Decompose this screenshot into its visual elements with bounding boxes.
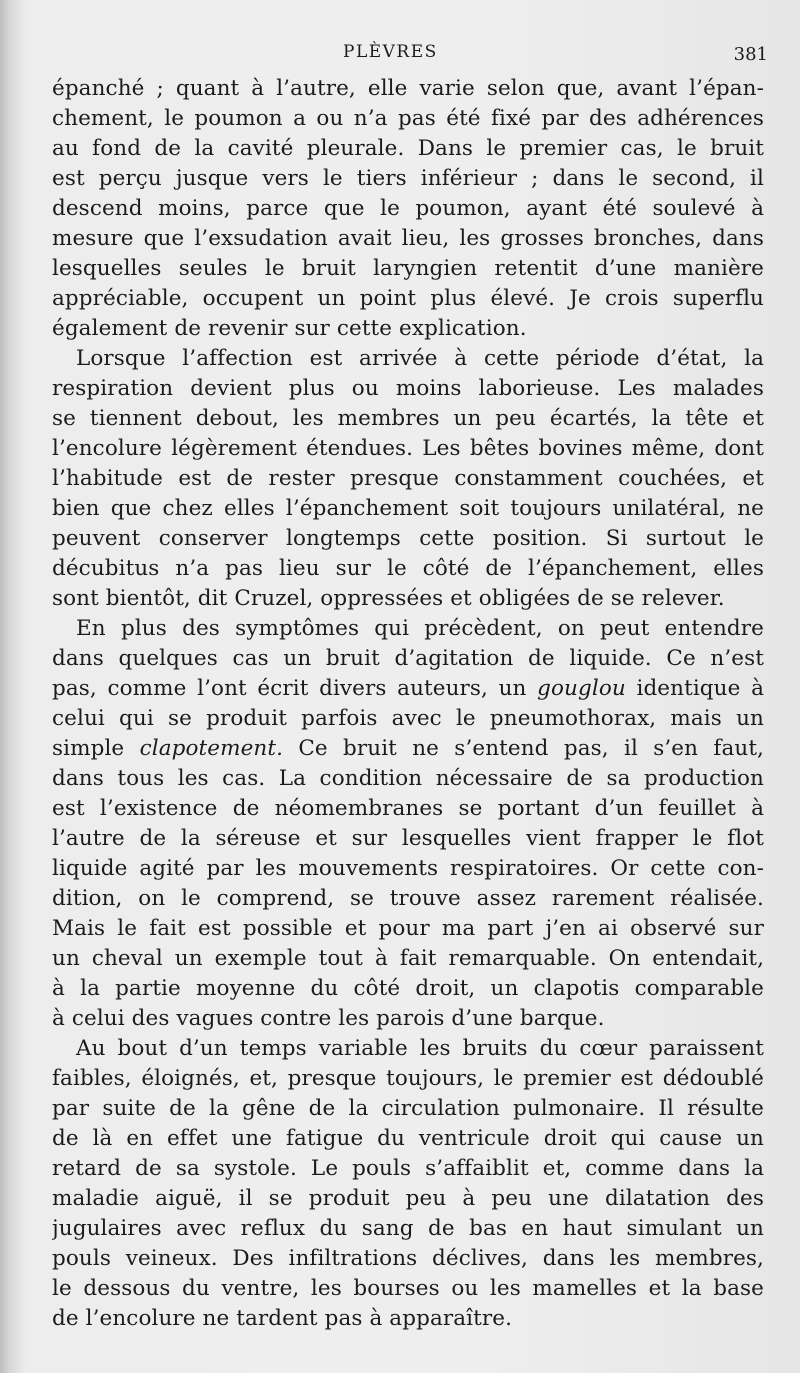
- text-line: [52, 944, 764, 974]
- text-line: mesure que l’exsudation avait lieu, les grosses bronches, dans: [52, 226, 764, 251]
- text-line: [52, 734, 764, 764]
- text-line: appréciable, occupent un point plus élevé. Je crois superflu: [52, 286, 764, 311]
- text-run: à celui des vagues contre les parois d’une barque.: [52, 1006, 605, 1031]
- text-line: l’habitude est de rester presque constamment couchées, et: [52, 466, 764, 491]
- text-line: descend moins, parce que le poumon, ayant été soulevé à: [52, 196, 764, 221]
- text-line: faibles, éloignés, et, presque toujours, le premier est dédoublé: [52, 1066, 764, 1091]
- text-line: [52, 884, 764, 914]
- text-run: dans quelques cas un bruit d’agitation de liquide. Ce n’est: [52, 646, 764, 671]
- text-line: le dessous du ventre, les bourses ou les mamelles et la base: [52, 1276, 764, 1301]
- text-line: épanché ; quant à l’autre, elle varie selon que, avant l’épan-: [52, 76, 764, 101]
- text-line: [52, 974, 764, 1004]
- text-line: décubitus n’a pas lieu sur le côté de l’épanchement, elles: [52, 556, 764, 581]
- text-line: respiration devient plus ou moins laborieuse. Les malades: [52, 376, 764, 401]
- text-run: Mais le fait est possible et pour ma part j’en ai observé sur: [52, 916, 764, 941]
- text-run: identique à: [625, 676, 764, 701]
- paragraph: [52, 74, 764, 344]
- text-line: jugulaires avec reflux du sang de bas en haut simulant un: [52, 1216, 764, 1241]
- text-line: peuvent conserver longtemps cette position. Si surtout le: [52, 526, 764, 551]
- text-line: au fond de la cavité pleurale. Dans le premier cas, le bruit: [52, 136, 764, 161]
- text-line: sont bientôt, dit Cruzel, oppressées et obligées de se relever.: [52, 586, 725, 611]
- text-line: [52, 794, 764, 824]
- text-line: [52, 854, 764, 884]
- text-line: [52, 914, 764, 944]
- text-line: de là en effet une fatigue du ventricule droit qui cause un: [52, 1126, 764, 1151]
- text-run: un cheval un exemple tout à fait remarquable. On entendait,: [52, 946, 764, 971]
- text-line: l’encolure légèrement étendues. Les bêtes bovines même, dont: [52, 436, 764, 461]
- text-run: est l’existence de néomembranes se portant d’un feuillet à: [52, 796, 764, 821]
- text-line: par suite de la gêne de la circulation pulmonaire. Il résulte: [52, 1096, 764, 1121]
- text-run: à la partie moyenne du côté droit, un clapotis comparable: [52, 976, 764, 1001]
- text-line: également de revenir sur cette explication.: [52, 316, 527, 341]
- text-line: maladie aiguë, il se produit peu à peu une dilatation des: [52, 1186, 764, 1211]
- text-run: dition, on le comprend, se trouve assez rarement réalisée.: [52, 886, 764, 911]
- text-line: [52, 614, 764, 644]
- text-line: [52, 824, 764, 854]
- text-line: retard de sa systole. Le pouls s’affaiblit et, comme dans la: [52, 1156, 764, 1181]
- text-line: bien que chez elles l’épanchement soit toujours unilatéral, ne: [52, 496, 764, 521]
- text-run: liquide agité par les mouvements respiratoires. Or cette con-: [52, 856, 764, 881]
- paragraph: [52, 614, 764, 1034]
- text-line: chement, le poumon a ou n’a pas été fixé par des adhérences: [52, 106, 764, 131]
- text-run: En plus des symptômes qui précèdent, on peut entendre: [76, 616, 764, 641]
- body-text: [52, 74, 764, 1334]
- text-run: l’autre de la séreuse et sur lesquelles vient frapper le flot: [52, 826, 764, 851]
- text-line: [52, 704, 764, 734]
- page-header: [0, 42, 800, 72]
- text-run: dans tous les cas. La condition nécessaire de sa production: [52, 766, 764, 791]
- text-line: [52, 1004, 764, 1034]
- text-line: [52, 644, 764, 674]
- paragraph: [52, 1034, 764, 1334]
- paragraph: [52, 344, 764, 614]
- text-run: celui qui se produit parfois avec le pneumothorax, mais un: [52, 706, 764, 731]
- text-run: Ce bruit ne s’entend pas, il s’en faut,: [283, 736, 764, 761]
- text-line: se tiennent debout, les membres un peu écartés, la tête et: [52, 406, 764, 431]
- text-line: pouls veineux. Des infiltrations déclives, dans les membres,: [52, 1246, 764, 1271]
- running-title: PLÈVRES: [343, 42, 438, 62]
- text-line: de l’encolure ne tardent pas à apparaître.: [52, 1306, 513, 1331]
- text-line: Au bout d’un temps variable les bruits du cœur paraissent: [76, 1036, 764, 1061]
- italic-term: gouglou: [537, 676, 626, 701]
- text-line: Lorsque l’affection est arrivée à cette période d’état, la: [76, 346, 764, 371]
- text-run: simple: [52, 736, 140, 761]
- text-line: [52, 674, 764, 704]
- text-line: [52, 764, 764, 794]
- page-number: 381: [733, 44, 768, 65]
- text-line: est perçu jusque vers le tiers inférieur ; dans le second, il: [52, 166, 764, 191]
- italic-term: clapotement.: [139, 736, 284, 761]
- text-line: lesquelles seules le bruit laryngien retentit d’une manière: [52, 256, 764, 281]
- text-run: pas, comme l’ont écrit divers auteurs, un: [52, 676, 538, 701]
